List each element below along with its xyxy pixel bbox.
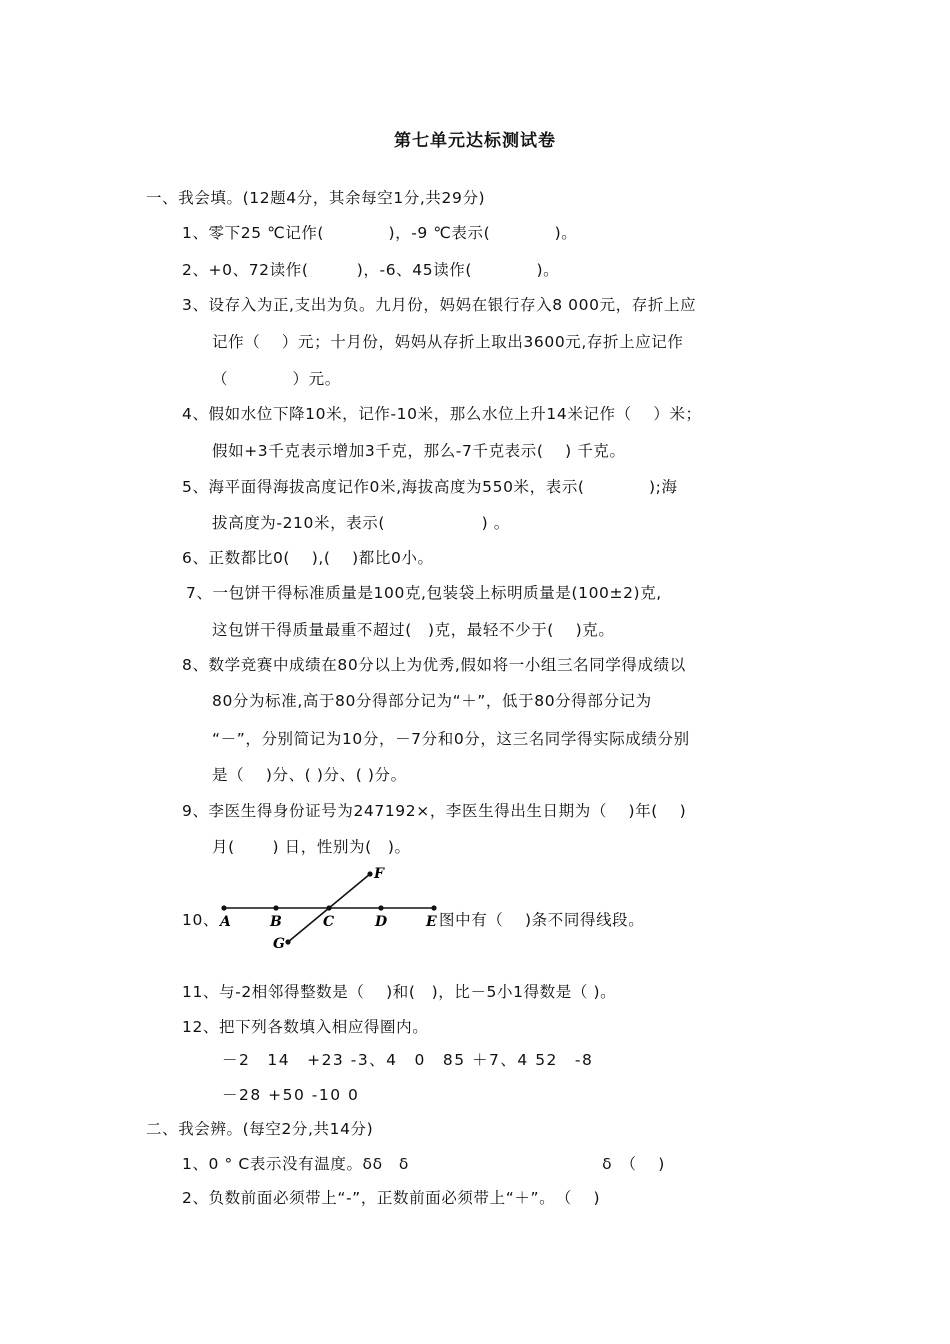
label-c: C	[323, 914, 335, 930]
label-b: B	[270, 914, 282, 930]
question-3-line-3: （ ）元。	[212, 370, 341, 388]
point-c	[326, 905, 331, 910]
label-d: D	[375, 914, 388, 930]
question-2: 2、+0、72读作( )，-6、45读作( )。	[182, 261, 560, 279]
point-f	[367, 871, 372, 876]
point-e	[431, 905, 436, 910]
question-9-line-2: 月( ) 日，性别为( )。	[212, 838, 411, 856]
question-5-line-2: 拔高度为-210米，表示( ) 。	[212, 514, 510, 532]
label-e: E	[426, 914, 437, 930]
question-7-line-1: 7、一包饼干得标准质量是100克,包装袋上标明质量是(100±2)克,	[186, 584, 662, 602]
question-10-number: 10、	[182, 911, 220, 929]
question-12-numbers-2: －28 +50 -10 0	[222, 1086, 360, 1104]
label-f: F	[374, 866, 384, 882]
point-b	[273, 905, 278, 910]
section-2-heading: 二、我会辨。(每空2分,共14分)	[146, 1120, 374, 1138]
question-4-line-2: 假如+3千克表示增加3千克，那么-7千克表示( ) 千克。	[212, 442, 626, 460]
question-6: 6、正数都比0( ),( )都比0小。	[182, 549, 434, 567]
question-12: 12、把下列各数填入相应得圈内。	[182, 1018, 429, 1036]
judge-question-2: 2、负数前面必须带上“-”，正数前面必须带上“＋”。 （ )	[182, 1189, 601, 1207]
section-1-heading: 一、我会填。(12题4分，其余每空1分,共29分)	[146, 189, 486, 207]
line-segment-figure	[212, 862, 442, 952]
question-8-line-4: 是（ )分、( )分、( )分。	[212, 766, 407, 784]
question-3-line-1: 3、设存入为正,支出为负。九月份，妈妈在银行存入8 000元，存折上应	[182, 296, 697, 314]
question-9-line-1: 9、李医生得身份证号为247192×，李医生得出生日期为（ )年( )	[182, 802, 687, 820]
point-d	[378, 905, 383, 910]
question-11: 11、与-2相邻得整数是（ )和( )，比－5小1得数是（ )。	[182, 983, 617, 1001]
question-8-line-2: 80分为标准,高于80分得部分记为“＋”，低于80分得部分记为	[212, 692, 652, 710]
label-a: A	[220, 914, 231, 930]
page-title: 第七单元达标测试卷	[394, 131, 556, 151]
point-a	[221, 905, 226, 910]
question-8-line-3: “－”，分别简记为10分，－7分和0分，这三名同学得实际成绩分别	[212, 730, 690, 748]
question-10-text: 图中有（ )条不同得线段。	[439, 911, 645, 929]
question-1: 1、零下25 ℃记作( )，-9 ℃表示( )。	[182, 224, 578, 242]
label-g: G	[273, 936, 285, 952]
question-3-line-2: 记作（ ）元；十月份，妈妈从存折上取出3600元,存折上应记作	[212, 333, 684, 351]
question-4-line-1: 4、假如水位下降10米，记作-10米，那么水位上升14米记作（ ）米；	[182, 405, 702, 423]
question-12-numbers-1: －2 14 +23 -3、4 0 85 ＋7、4 52 -8	[222, 1051, 594, 1069]
question-8-line-1: 8、数学竞赛中成绩在80分以上为优秀,假如将一小组三名同学得成绩以	[182, 656, 686, 674]
question-5-line-1: 5、海平面得海拔高度记作0米,海拔高度为550米，表示( );海	[182, 478, 678, 496]
question-7-line-2: 这包饼干得质量最重不超过( )克，最轻不少于( )克。	[212, 621, 615, 639]
point-g	[285, 939, 290, 944]
judge-question-1: 1、0 ° C表示没有温度。δδ δ δ （ )	[182, 1155, 665, 1173]
